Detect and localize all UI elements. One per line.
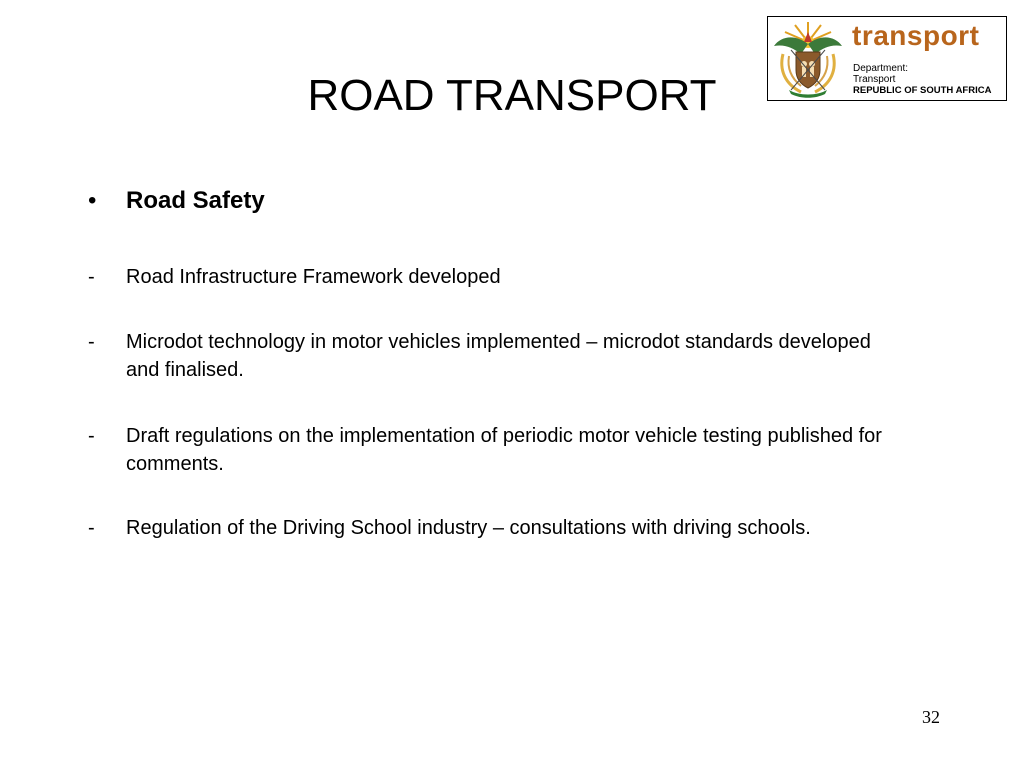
bullet-marker: •: [88, 187, 97, 214]
list-item: [88, 514, 948, 542]
list-marker: -: [88, 266, 95, 288]
department-transport-logo: [767, 16, 1007, 101]
logo-department-label: Department:: [853, 63, 909, 74]
list-marker: -: [88, 425, 95, 447]
list-marker: -: [88, 517, 95, 539]
list-item-text: Microdot technology in motor vehicles implemented – microdot standards developed and finalised.: [126, 331, 871, 381]
logo-department-name: Transport: [853, 74, 896, 85]
page-number: 32: [922, 707, 940, 727]
slide-title: ROAD TRANSPORT: [307, 71, 717, 120]
list-item: [88, 328, 888, 384]
logo-wordmark: transport: [852, 20, 980, 51]
list-marker: -: [88, 331, 95, 353]
section-heading-text: Road Safety: [126, 187, 265, 214]
logo-country: REPUBLIC OF SOUTH AFRICA: [853, 85, 992, 96]
list-item-text: Road Infrastructure Framework developed: [126, 266, 501, 288]
list-item-text: Regulation of the Driving School industry – consultations with driving schools.: [126, 517, 811, 539]
list-item: [88, 263, 888, 291]
list-item: [88, 422, 888, 478]
list-item-text: Draft regulations on the implementation of periodic motor vehicle testing published for comments.: [126, 425, 882, 475]
coat-of-arms-icon: [771, 20, 845, 98]
